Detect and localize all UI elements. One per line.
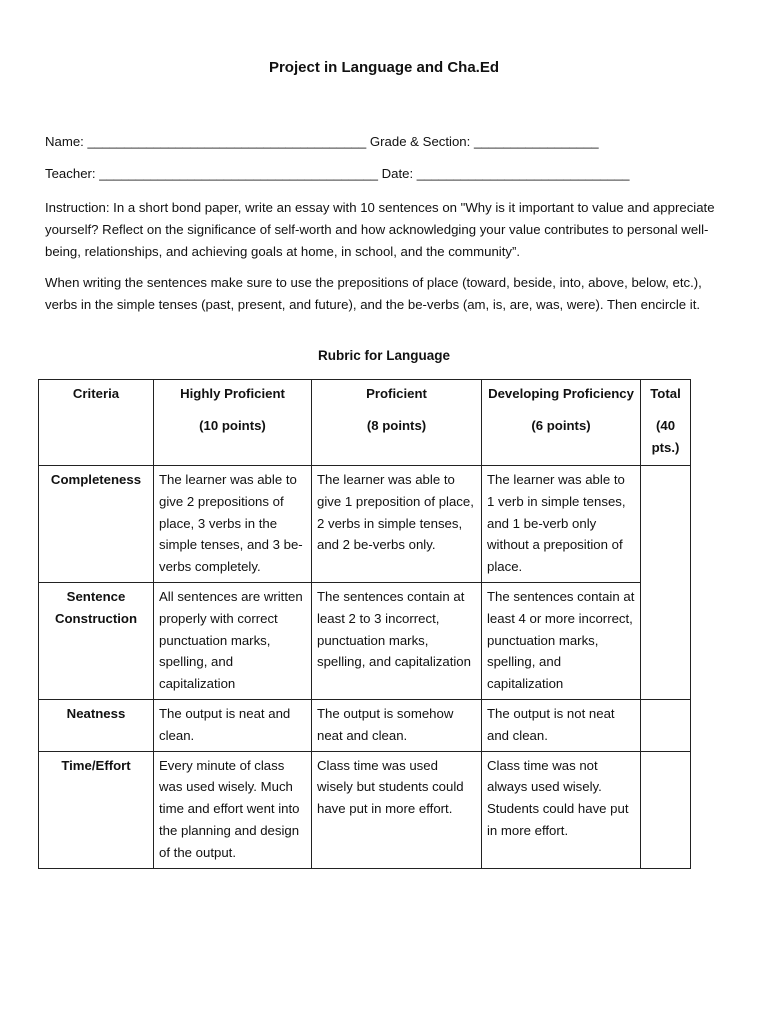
developing-cell: The sentences contain at least 4 or more incorrect, punctuation marks, spelling, and capitalization [482, 582, 641, 699]
total-cell [641, 466, 691, 700]
rubric-title: Rubric for Language [317, 348, 450, 363]
developing-cell: The learner was able to 1 verb in simple tenses, and 1 be-verb only without a preposition of place. [482, 466, 641, 583]
developing-cell: Class time was not always used wisely. Students could have put in more effort. [482, 751, 641, 868]
instruction-paragraph: Instruction: In a short bond paper, write an essay with 10 sentences on "Why is it important to value and appreciate yourself? Reflect on the significance of self-worth and how acknowledging your value contributes to personal well-being, relationships, and achieving goals at home, in school, and the community”. [45, 200, 715, 259]
header-highly-proficient-points: (10 points) [199, 417, 266, 433]
rubric-row-sentence-construction [39, 582, 691, 699]
teacher-date-line: Teacher: ______________________________________ Date: _____________________________ [45, 166, 630, 181]
highly-proficient-cell: The output is neat and clean. [154, 699, 312, 751]
header-total [641, 380, 691, 466]
rubric-row-neatness [39, 699, 691, 751]
header-criteria-label: Criteria [72, 386, 120, 401]
header-highly-proficient-label: Highly Proficient [180, 386, 285, 401]
header-highly-proficient [154, 380, 312, 466]
proficient-cell: The output is somehow neat and clean. [312, 699, 482, 751]
header-total-points: (40 pts.) [651, 417, 680, 455]
document-title: Project in Language and Cha.Ed [268, 59, 500, 76]
rubric-row-time-effort [39, 751, 691, 868]
note-paragraph: When writing the sentences make sure to use the prepositions of place (toward, beside, into, above, below, etc.), verbs in the simple tenses (past, present, and future), and the be-verbs (am, is, are, was, were). Then encircle it. [45, 275, 702, 312]
highly-proficient-cell: All sentences are written properly with correct punctuation marks, spelling, and capitalization [154, 582, 312, 699]
header-developing-points: (6 points) [531, 417, 591, 433]
header-proficient-label: Proficient [366, 386, 427, 401]
total-cell [641, 699, 691, 751]
proficient-cell: The sentences contain at least 2 to 3 incorrect, punctuation marks, spelling, and capitalization [312, 582, 482, 699]
criteria-cell: Sentence Construction [39, 582, 154, 699]
header-proficient [312, 380, 482, 466]
rubric-header-row [39, 380, 691, 466]
total-cell [641, 751, 691, 868]
rubric-row-completeness [39, 466, 691, 583]
highly-proficient-cell: The learner was able to give 2 prepositions of place, 3 verbs in the simple tenses, and 3 be-verbs completely. [154, 466, 312, 583]
rubric-table [38, 379, 691, 869]
criteria-cell: Completeness [39, 466, 154, 583]
header-criteria [39, 380, 154, 466]
proficient-cell: Class time was used wisely but students could have put in more effort. [312, 751, 482, 868]
developing-cell: The output is not neat and clean. [482, 699, 641, 751]
proficient-cell: The learner was able to give 1 preposition of place, 2 verbs in simple tenses, and 2 be-verbs only. [312, 466, 482, 583]
header-total-label: Total [650, 386, 681, 401]
criteria-cell: Neatness [39, 699, 154, 751]
header-developing-label: Developing Proficiency [488, 386, 634, 401]
header-developing [482, 380, 641, 466]
highly-proficient-cell: Every minute of class was used wisely. Much time and effort went into the planning and design of the output. [154, 751, 312, 868]
header-proficient-points: (8 points) [366, 417, 427, 433]
criteria-cell: Time/Effort [39, 751, 154, 868]
name-grade-line: Name: ______________________________________ Grade & Section: _________________ [45, 134, 599, 149]
